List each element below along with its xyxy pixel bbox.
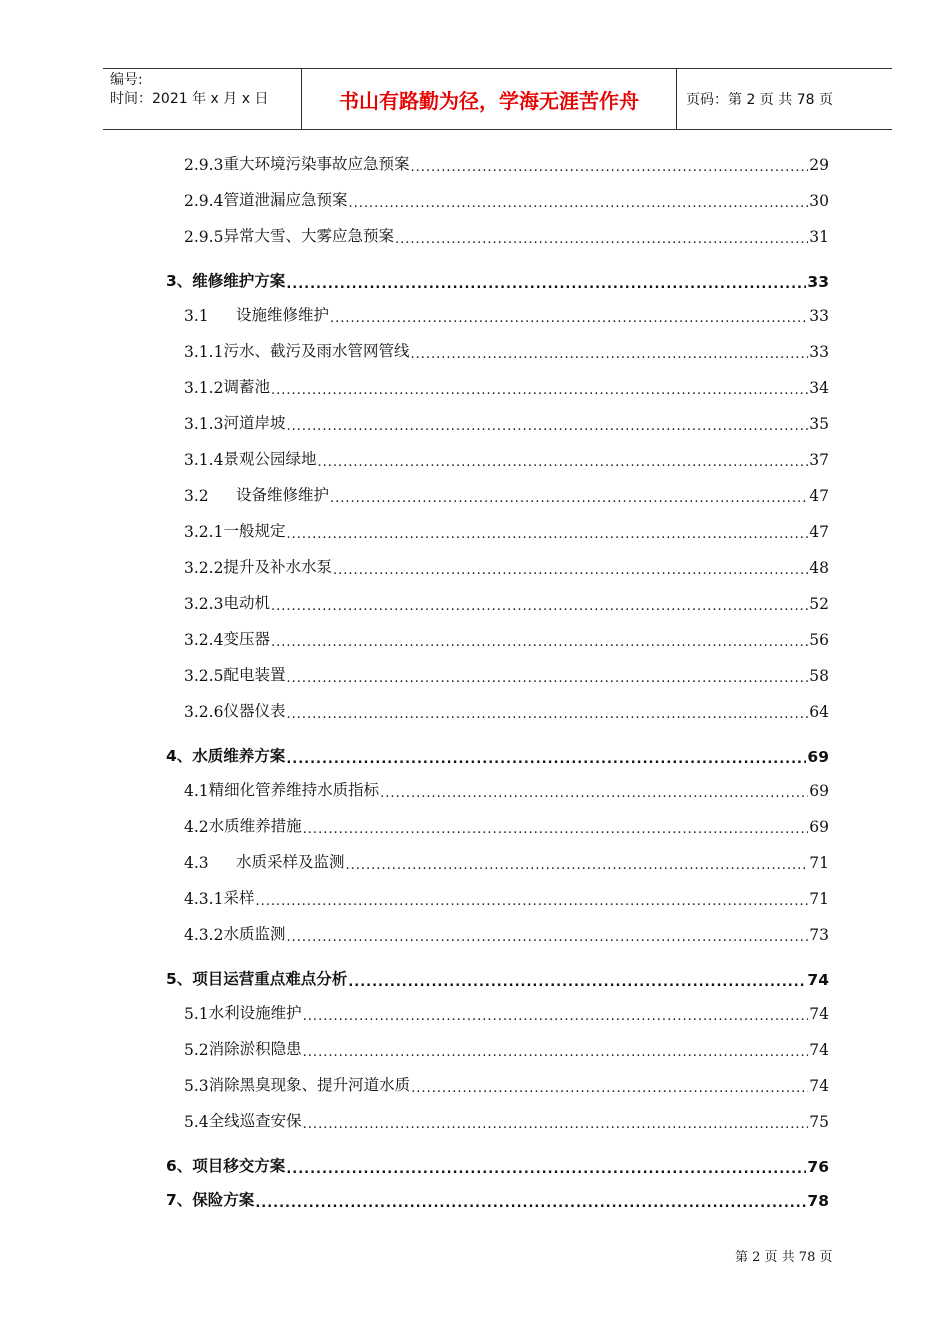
dot-leader — [395, 230, 808, 246]
dot-leader — [348, 194, 808, 210]
toc-page: 37 — [809, 451, 829, 469]
toc-entry[interactable] — [184, 814, 829, 836]
dot-leader — [286, 669, 808, 685]
toc-title: 异常大雪、大雾应急预案 — [223, 227, 394, 245]
dot-leader — [303, 820, 809, 836]
toc-entry[interactable] — [184, 339, 829, 361]
toc-page: 52 — [809, 595, 829, 613]
toc-entry[interactable] — [184, 519, 829, 541]
toc-entry[interactable] — [184, 1037, 829, 1059]
toc-entry[interactable] — [184, 1073, 829, 1095]
toc-number: 2.9.4 — [184, 192, 224, 210]
toc-number: 5.3 — [184, 1077, 209, 1095]
toc-entry[interactable] — [184, 152, 829, 174]
dot-leader — [348, 973, 806, 989]
toc-page: 30 — [809, 192, 829, 210]
toc-title: 调蓄池 — [223, 378, 270, 396]
toc-title: 项目运营重点难点分析 — [192, 970, 348, 988]
toc-entry[interactable] — [184, 188, 829, 210]
toc-number: 7、 — [166, 1191, 193, 1209]
time-label: 时间：2021 年 x 月 x 日 — [110, 91, 269, 107]
toc-page: 74 — [809, 1041, 829, 1059]
toc-page: 74 — [809, 1077, 829, 1095]
header-page-label: 页码：第 2 页 共 78 页 — [686, 92, 833, 108]
dot-leader — [303, 1007, 809, 1023]
toc-page: 76 — [807, 1158, 829, 1176]
toc-entry[interactable] — [184, 778, 829, 800]
number-label: 编号: — [110, 72, 143, 88]
toc-number: 3.2.1 — [184, 523, 224, 541]
toc-title: 污水、截污及雨水管网管线 — [223, 342, 410, 360]
toc-entry[interactable] — [184, 850, 829, 872]
toc-title: 变压器 — [223, 630, 270, 648]
toc-entry[interactable] — [184, 663, 829, 685]
toc-page: 33 — [809, 343, 829, 361]
toc-page: 73 — [809, 926, 829, 944]
toc-page: 78 — [807, 1192, 829, 1210]
toc-page: 69 — [807, 748, 829, 766]
toc-title: 全线巡查安保 — [208, 1112, 302, 1130]
toc-title: 重大环境污染事故应急预案 — [223, 155, 410, 173]
toc-title: 电动机 — [223, 594, 270, 612]
toc-number: 3、 — [166, 272, 193, 290]
dot-leader — [346, 856, 809, 872]
toc-number: 5.1 — [184, 1005, 209, 1023]
toc-number: 2.9.5 — [184, 228, 224, 246]
toc-number: 3.1.1 — [184, 343, 224, 361]
toc-entry[interactable] — [184, 699, 829, 721]
toc-page: 75 — [809, 1113, 829, 1131]
dot-leader — [286, 1160, 806, 1176]
toc-entry[interactable] — [184, 555, 829, 577]
toc-page: 33 — [807, 273, 829, 291]
toc-page: 69 — [809, 782, 829, 800]
toc-page: 29 — [809, 156, 829, 174]
toc-number: 4.3.2 — [184, 926, 224, 944]
toc-number: 5、 — [166, 970, 193, 988]
toc-entry[interactable] — [184, 411, 829, 433]
dot-leader — [333, 561, 808, 577]
toc-entry[interactable] — [184, 1001, 829, 1023]
page-footer: 第 2 页 共 78 页 — [735, 1250, 833, 1265]
toc-number: 4.1 — [184, 782, 209, 800]
toc-number: 3.1.4 — [184, 451, 224, 469]
toc-number: 5.2 — [184, 1041, 209, 1059]
toc-entry[interactable] — [184, 483, 829, 505]
toc-entry[interactable] — [184, 375, 829, 397]
toc-page: 56 — [809, 631, 829, 649]
toc-number: 4、 — [166, 747, 193, 765]
toc-title: 提升及补水水泵 — [223, 558, 332, 576]
toc-page: 64 — [809, 703, 829, 721]
dot-leader — [410, 345, 808, 361]
toc-number: 3.2.6 — [184, 703, 224, 721]
toc-page: 74 — [809, 1005, 829, 1023]
toc-title: 管道泄漏应急预案 — [223, 191, 348, 209]
toc-title: 仪器仪表 — [223, 702, 286, 720]
dot-leader — [303, 1043, 809, 1059]
dot-leader — [286, 525, 808, 541]
dot-leader — [380, 784, 808, 800]
dot-leader — [286, 705, 808, 721]
dot-leader — [286, 417, 808, 433]
toc-title: 设备维修维护 — [236, 486, 330, 504]
toc-number: 2.9.3 — [184, 156, 224, 174]
toc-title: 保险方案 — [192, 1191, 255, 1209]
toc-title: 河道岸坡 — [223, 414, 286, 432]
toc-title: 水质维养措施 — [208, 817, 302, 835]
toc-entry[interactable] — [184, 303, 829, 325]
toc-page: 71 — [809, 854, 829, 872]
header-motto-cell — [302, 69, 677, 129]
dot-leader — [286, 750, 806, 766]
toc-title: 维修维护方案 — [192, 272, 286, 290]
toc-number: 4.2 — [184, 818, 209, 836]
toc-number: 3.2.3 — [184, 595, 224, 613]
toc-title: 配电装置 — [223, 666, 286, 684]
toc-title: 景观公园绿地 — [223, 450, 317, 468]
toc-number: 3.1 — [184, 307, 209, 325]
toc-chapter[interactable] — [166, 269, 829, 291]
toc-page: 48 — [809, 559, 829, 577]
dot-leader — [271, 633, 808, 649]
toc-number: 6、 — [166, 1157, 193, 1175]
dot-leader — [330, 309, 808, 325]
toc-number: 3.2.4 — [184, 631, 224, 649]
toc-title: 水质采样及监测 — [236, 853, 345, 871]
toc-title: 精细化管养维持水质指标 — [208, 781, 380, 799]
dot-leader — [271, 381, 808, 397]
toc-number: 5.4 — [184, 1113, 209, 1131]
toc-number: 3.2.2 — [184, 559, 224, 577]
dot-leader — [317, 453, 808, 469]
dot-leader — [286, 275, 806, 291]
toc-page: 35 — [809, 415, 829, 433]
toc-number: 3.2 — [184, 487, 209, 505]
dot-leader — [255, 892, 808, 908]
toc-title: 采样 — [223, 889, 255, 907]
toc-page: 47 — [809, 487, 829, 505]
toc-number: 4.3.1 — [184, 890, 224, 908]
header-meta — [103, 69, 302, 129]
toc-entry[interactable] — [184, 447, 829, 469]
toc-title: 水利设施维护 — [208, 1004, 302, 1022]
toc-title: 水质维养方案 — [192, 747, 286, 765]
dot-leader — [410, 158, 808, 174]
toc-page: 33 — [809, 307, 829, 325]
toc-title: 水质监测 — [223, 925, 286, 943]
toc-page: 74 — [807, 971, 829, 989]
toc-chapter[interactable] — [166, 967, 829, 989]
dot-leader — [303, 1115, 809, 1131]
toc-title: 项目移交方案 — [192, 1157, 286, 1175]
toc-page: 58 — [809, 667, 829, 685]
dot-leader — [255, 1194, 806, 1210]
page-header — [103, 68, 892, 130]
toc-chapter[interactable] — [166, 1188, 829, 1210]
toc-number: 3.1.3 — [184, 415, 224, 433]
toc-chapter[interactable] — [166, 1154, 829, 1176]
toc-title: 设施维修维护 — [236, 306, 330, 324]
toc-chapter[interactable] — [166, 744, 829, 766]
motto: 书山有路勤为径，学海无涯苦作舟 — [339, 88, 639, 113]
toc-entry[interactable] — [184, 627, 829, 649]
toc-entry[interactable] — [184, 591, 829, 613]
dot-leader — [271, 597, 808, 613]
toc-entry[interactable] — [184, 886, 829, 908]
toc-number: 4.3 — [184, 854, 209, 872]
toc-title: 消除淤积隐患 — [208, 1040, 302, 1058]
dot-leader — [330, 489, 808, 505]
dot-leader — [411, 1079, 808, 1095]
toc-number: 3.1.2 — [184, 379, 224, 397]
dot-leader — [286, 928, 808, 944]
toc-entry[interactable] — [184, 224, 829, 246]
toc-page: 69 — [809, 818, 829, 836]
toc-page: 47 — [809, 523, 829, 541]
header-page-cell — [677, 69, 892, 129]
toc-entry[interactable] — [184, 922, 829, 944]
toc-number: 3.2.5 — [184, 667, 224, 685]
toc-title: 消除黑臭现象、提升河道水质 — [208, 1076, 411, 1094]
toc-title: 一般规定 — [223, 522, 286, 540]
toc-entry[interactable] — [184, 1109, 829, 1131]
toc-page: 34 — [809, 379, 829, 397]
toc-page: 71 — [809, 890, 829, 908]
toc-page: 31 — [809, 228, 829, 246]
